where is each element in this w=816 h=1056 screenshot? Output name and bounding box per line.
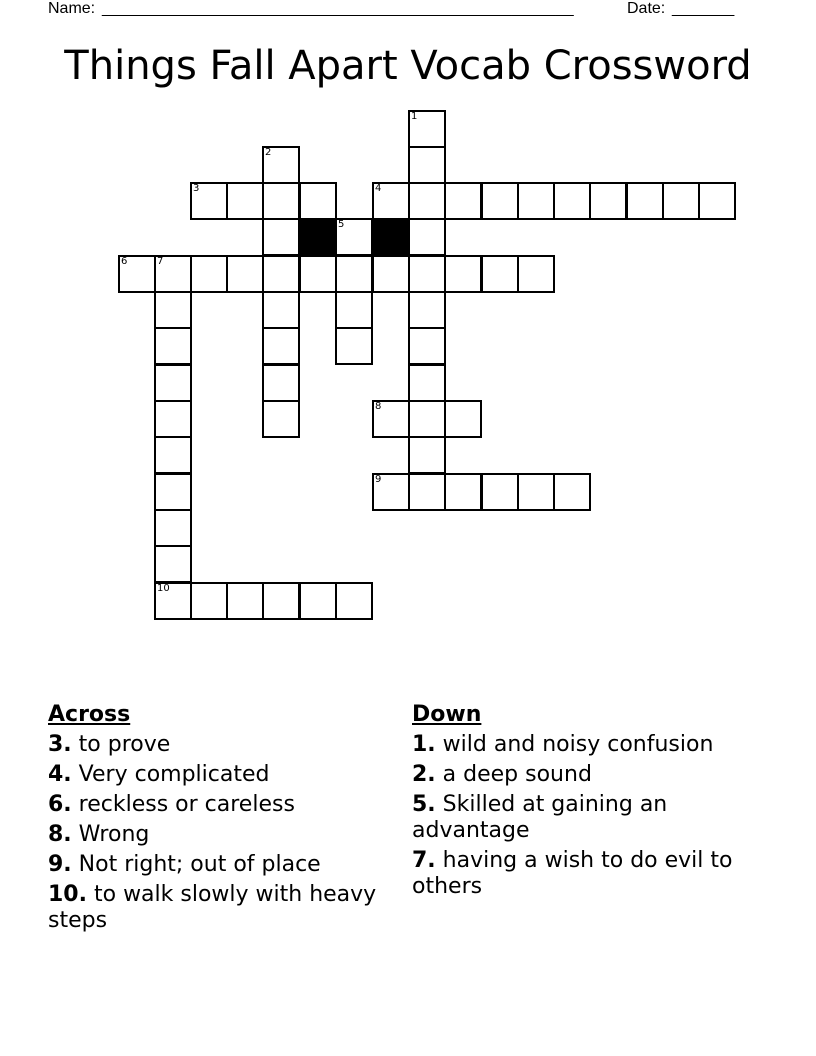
crossword-block <box>299 218 337 256</box>
crossword-cell[interactable] <box>408 364 446 402</box>
clue-number-label: 7 <box>157 256 164 267</box>
crossword-cell[interactable] <box>517 473 555 511</box>
crossword-cell[interactable] <box>662 182 700 220</box>
clue-text: to walk slowly with heavy steps <box>48 882 377 933</box>
crossword-cell[interactable] <box>190 182 228 220</box>
clue-across-10 <box>48 882 378 934</box>
crossword-cell[interactable] <box>444 473 482 511</box>
crossword-cell[interactable] <box>154 582 192 620</box>
crossword-cell[interactable] <box>626 182 664 220</box>
clue-across-4 <box>48 762 378 788</box>
crossword-cell[interactable] <box>553 182 591 220</box>
clue-number-label: 1 <box>411 111 418 122</box>
clue-number-label: 8 <box>375 401 382 412</box>
down-heading: Down <box>412 702 482 727</box>
crossword-cell[interactable] <box>372 255 410 293</box>
crossword-cell[interactable] <box>444 255 482 293</box>
crossword-cell[interactable] <box>444 400 482 438</box>
clue-text: reckless or careless <box>78 792 295 817</box>
page-title: Things Fall Apart Vocab Crossword <box>64 43 752 89</box>
crossword-cell[interactable] <box>408 218 446 256</box>
crossword-cell[interactable] <box>408 110 446 148</box>
clue-number: 5. <box>412 792 436 817</box>
crossword-cell[interactable] <box>190 582 228 620</box>
clue-across-9 <box>48 852 378 878</box>
across-heading: Across <box>48 702 131 727</box>
clue-across-6 <box>48 792 378 818</box>
crossword-cell[interactable] <box>372 182 410 220</box>
clue-text: wild and noisy confusion <box>442 732 714 757</box>
clue-number-label: 2 <box>265 147 272 158</box>
clue-down-2 <box>412 762 752 788</box>
clue-number: 2. <box>412 762 436 787</box>
clue-across-8 <box>48 822 378 848</box>
crossword-cell[interactable] <box>408 473 446 511</box>
crossword-cell[interactable] <box>154 400 192 438</box>
crossword-cell[interactable] <box>517 255 555 293</box>
clue-across-3 <box>48 732 378 758</box>
crossword-cell[interactable] <box>553 473 591 511</box>
crossword-cell[interactable] <box>299 182 337 220</box>
clue-text: Skilled at gaining an advantage <box>412 792 668 843</box>
crossword-cell[interactable] <box>154 436 192 474</box>
crossword-cell[interactable] <box>118 255 156 293</box>
crossword-cell[interactable] <box>444 182 482 220</box>
clue-text: Wrong <box>78 822 150 847</box>
clue-number-label: 6 <box>121 256 128 267</box>
clue-number: 9. <box>48 852 72 877</box>
crossword-cell[interactable] <box>262 291 300 329</box>
crossword-cell[interactable] <box>408 291 446 329</box>
clue-down-1 <box>412 732 752 758</box>
date-blank-line[interactable]: _______ <box>672 0 735 17</box>
crossword-cell[interactable] <box>372 400 410 438</box>
clue-text: Very complicated <box>78 762 270 787</box>
crossword-cell[interactable] <box>226 582 264 620</box>
crossword-cell[interactable] <box>154 364 192 402</box>
crossword-cell[interactable] <box>698 182 736 220</box>
crossword-cell[interactable] <box>481 182 519 220</box>
clue-number-label: 5 <box>338 219 345 230</box>
crossword-cell[interactable] <box>154 255 192 293</box>
crossword-cell[interactable] <box>335 255 373 293</box>
clue-text: a deep sound <box>442 762 592 787</box>
crossword-cell[interactable] <box>262 364 300 402</box>
crossword-cell[interactable] <box>299 582 337 620</box>
clue-number: 10. <box>48 882 87 907</box>
crossword-cell[interactable] <box>408 146 446 184</box>
crossword-cell[interactable] <box>154 291 192 329</box>
crossword-cell[interactable] <box>408 436 446 474</box>
clue-down-7 <box>412 848 752 900</box>
crossword-cell[interactable] <box>299 255 337 293</box>
crossword-cell[interactable] <box>589 182 627 220</box>
clue-number: 3. <box>48 732 72 757</box>
across-clues <box>48 700 378 938</box>
clue-number-label: 4 <box>375 183 382 194</box>
clue-text: to prove <box>78 732 171 757</box>
crossword-cell[interactable] <box>226 182 264 220</box>
crossword-cell[interactable] <box>262 218 300 256</box>
clue-text: having a wish to do evil to others <box>412 848 733 899</box>
crossword-cell[interactable] <box>481 473 519 511</box>
clue-down-5 <box>412 792 752 844</box>
clue-number: 7. <box>412 848 436 873</box>
name-label: Name: <box>48 0 96 17</box>
name-blank-line[interactable]: _____________________________________________________ <box>102 0 574 17</box>
clue-number: 1. <box>412 732 436 757</box>
crossword-cell[interactable] <box>481 255 519 293</box>
crossword-cell[interactable] <box>372 473 410 511</box>
clue-number: 4. <box>48 762 72 787</box>
crossword-block <box>372 218 410 256</box>
crossword-cell[interactable] <box>154 509 192 547</box>
date-label: Date: <box>627 0 666 17</box>
crossword-cell[interactable] <box>226 255 264 293</box>
crossword-cell[interactable] <box>408 255 446 293</box>
crossword-cell[interactable] <box>262 146 300 184</box>
crossword-cell[interactable] <box>262 400 300 438</box>
clue-number-label: 9 <box>375 474 382 485</box>
crossword-cell[interactable] <box>335 327 373 365</box>
crossword-cell[interactable] <box>262 582 300 620</box>
crossword-cell[interactable] <box>262 182 300 220</box>
clue-number-label: 3 <box>193 183 200 194</box>
clue-text: Not right; out of place <box>78 852 321 877</box>
crossword-cell[interactable] <box>262 255 300 293</box>
crossword-cell[interactable] <box>154 545 192 583</box>
crossword-cell[interactable] <box>154 327 192 365</box>
crossword-cell[interactable] <box>262 327 300 365</box>
crossword-cell[interactable] <box>408 400 446 438</box>
crossword-cell[interactable] <box>335 291 373 329</box>
clue-number-label: 10 <box>157 583 170 594</box>
crossword-cell[interactable] <box>408 182 446 220</box>
crossword-cell[interactable] <box>335 218 373 256</box>
clue-number: 8. <box>48 822 72 847</box>
crossword-cell[interactable] <box>517 182 555 220</box>
down-clues <box>412 700 752 904</box>
crossword-cell[interactable] <box>190 255 228 293</box>
clue-number: 6. <box>48 792 72 817</box>
crossword-cell[interactable] <box>335 582 373 620</box>
crossword-cell[interactable] <box>154 473 192 511</box>
crossword-cell[interactable] <box>408 327 446 365</box>
